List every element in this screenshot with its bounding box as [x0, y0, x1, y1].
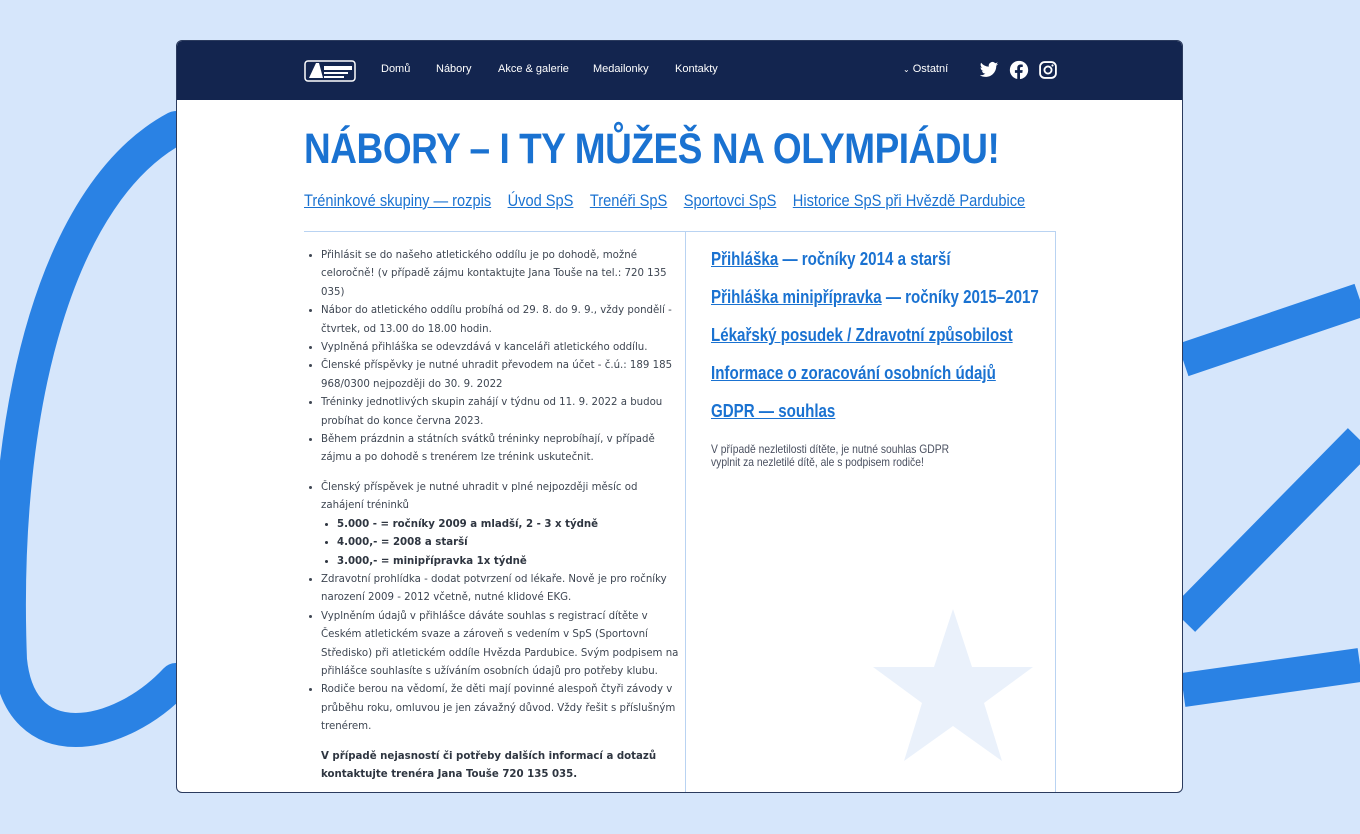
list-item: [321, 479, 679, 571]
instagram-icon[interactable]: [1038, 60, 1058, 80]
link-text[interactable]: Lékařský posudek / Zdravotní způsobilost: [711, 325, 1013, 345]
list-item: • Zdravotní prohlídka - dodat potvrzení od lékaře. Nově je pro ročníky narození 2009 - 2012 včetně, nutné klidové EKG.: [321, 571, 679, 608]
nav-item-akce-galerie[interactable]: Akce & galerie: [498, 63, 569, 75]
downloads-panel: [711, 249, 1041, 469]
download-link-lekarsky-posudek: [711, 325, 1013, 363]
chevron-down-icon: ⌄: [903, 65, 910, 74]
fees-list: [307, 479, 679, 737]
download-link-gdpr: [711, 401, 988, 439]
browser-window: [176, 40, 1183, 793]
nav-item-kontakty[interactable]: Kontakty: [675, 63, 718, 75]
contact-note: V případě nejasností či potřeby dalších informací a dotazů kontaktujte trenéra Jana Touše 720 135 035.: [321, 750, 657, 780]
sublink-treneri-sps[interactable]: Trenéři SpS: [589, 191, 668, 210]
atletika-logo-icon[interactable]: [304, 58, 356, 84]
star-icon: [873, 609, 1033, 761]
page-title: NÁBORY – I TY MŮŽEŠ NA OLYMPIÁDU!: [304, 125, 1000, 173]
nav-dropdown-label: Ostatní: [912, 63, 949, 75]
fee-item: • 5.000 - = ročníky 2009 a mladší, 2 - 3 x týdně: [337, 516, 679, 534]
list-item: • Vyplněná přihláška se odevzdává v kanceláři atletického oddílu.: [321, 339, 679, 357]
facebook-icon[interactable]: [1009, 60, 1029, 80]
list-item: • Rodiče berou na vědomí, že děti mají povinné alespoň čtyři závody v průběhu roku, omluvou je jen závažný důvod. Vždy řešit s příslušným trenérem.: [321, 681, 679, 736]
link-text[interactable]: Přihláška: [711, 249, 779, 269]
recruitment-info: [307, 247, 679, 784]
sublink-uvod-sps[interactable]: Úvod SpS: [507, 191, 574, 210]
fee-item: • 3.000,- = minipřípravka 1x týdně: [337, 553, 679, 571]
nav-item-nabory[interactable]: Nábory: [436, 63, 472, 75]
link-text[interactable]: Přihláška minipřípravka: [711, 287, 882, 307]
content-right-border: [1055, 231, 1056, 793]
fee-intro: Členský příspěvek je nutné uhradit v plné nejpozději měsíc od zahájení tréninků: [321, 481, 638, 512]
gdpr-note: V případě nezletilosti dítěte, je nutné souhlas GDPR vyplnit za nezletilé dítě, ale s podpisem rodiče!: [711, 442, 950, 469]
link-suffix: — ročníky 2015–2017: [881, 287, 1039, 307]
link-text[interactable]: GDPR — souhlas: [711, 401, 836, 421]
list-item: • Členské příspěvky je nutné uhradit převodem na účet - č.ú.: 189 185 968/0300 nejpozději do 30. 9. 2022: [321, 357, 679, 394]
info-list: [307, 247, 679, 468]
download-link-minipripravka: [711, 287, 1039, 325]
download-link-prihlaska: [711, 249, 988, 287]
twitter-icon[interactable]: [979, 60, 999, 80]
top-navbar: [177, 41, 1182, 100]
list-item: • Tréninky jednotlivých skupin zahájí v týdnu od 11. 9. 2022 a budou probíhat do konce června 2023.: [321, 394, 679, 431]
nav-dropdown-ostatni[interactable]: [903, 63, 948, 75]
content-top-divider: [304, 231, 1056, 232]
list-item: • Nábor do atletického oddílu probíhá od 29. 8. do 9. 9., vždy pondělí - čtvrtek, od 13.00 do 18.00 hodin.: [321, 302, 679, 339]
column-divider: [685, 231, 686, 793]
sub-navigation: [304, 191, 1037, 211]
list-item: • Vyplněním údajů v přihlášce dáváte souhlas s registrací dítěte v Českém atletickém svaze a zároveň s vedením v SpS (Sportovní Středisko) při atletickém oddíle Hvězda Pardubice. Svým podpisem na přihlášce souhlasíte s užíváním osobních údajů pro potřeby klubu.: [321, 608, 679, 682]
fee-sublist: [321, 516, 679, 571]
nav-item-domu[interactable]: Domů: [381, 63, 411, 75]
link-text[interactable]: Informace o zoracování osobních údajů: [711, 363, 996, 383]
link-suffix: — ročníky 2014 a starší: [778, 249, 951, 269]
sublink-sportovci-sps[interactable]: Sportovci SpS: [683, 191, 777, 210]
sublink-treninkove-skupiny[interactable]: Tréninkové skupiny — rozpis: [304, 191, 492, 210]
list-item: • Přihlásit se do našeho atletického oddílu je po dohodě, možné celoročně! (v případě zájmu kontaktujte Jana Touše na tel.: 720 135 035): [321, 247, 679, 302]
sublink-historie-sps[interactable]: Historice SpS při Hvězdě Pardubice: [792, 191, 1026, 210]
download-link-osobni-udaje: [711, 363, 996, 401]
nav-item-medailonky[interactable]: Medailonky: [593, 63, 649, 75]
fee-item: • 4.000,- = 2008 a starší: [337, 534, 679, 552]
list-item: • Během prázdnin a státních svátků tréninky neprobíhají, v případě zájmu a po dohodě s trenérem lze trénink uskutečnit.: [321, 431, 679, 468]
